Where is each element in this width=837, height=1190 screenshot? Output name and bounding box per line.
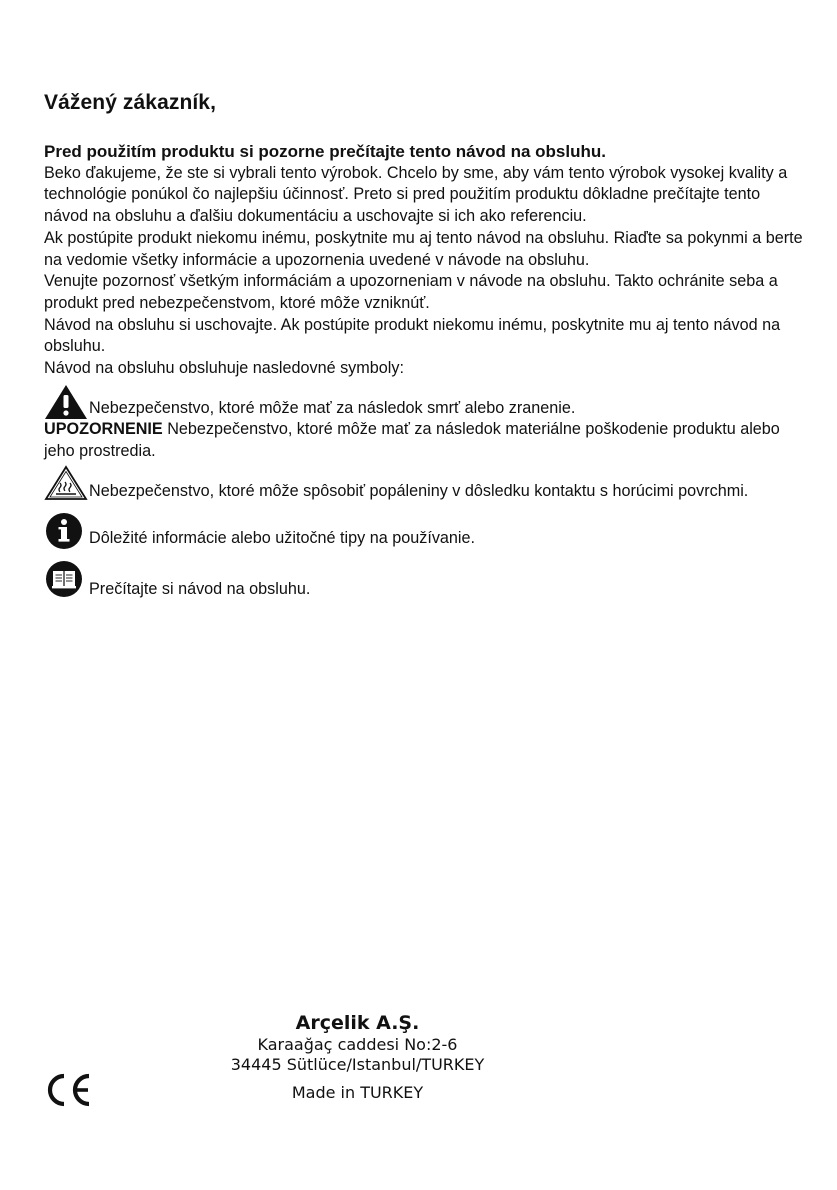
symbol-danger — [44, 398, 804, 420]
manufacturer-address — [170, 1012, 545, 1103]
ce-mark-icon — [42, 1072, 94, 1108]
paragraph-attention: Venujte pozornosť všetkým informáciám a upozorneniam v návode na obsluhu. Takto ochránite seba a produkt pred nebezpečenstvom, ktoré môže vzniknúť. — [44, 272, 778, 312]
paragraph-handover: Ak postúpite produkt niekomu inému, poskytnite mu aj tento návod na obsluhu. Riaďte sa pokynmi a berte na vedomie všetky informácie a upozornenia uvedené v návode na obsluhu. — [44, 228, 803, 269]
paragraph-thanks: Beko ďakujeme, že ste si vybrali tento výrobok. Chcelo by sme, aby vám tento výrobok vysokej kvality a technológie ponúkol čo najlepšiu účinnosť. Preto si pred použitím produktu dôkladne prečítajte tento návod na obsluhu a ďalšiu dokumentáciu a uschovajte si ich ako referenciu. — [44, 163, 788, 226]
hot-surface-icon — [44, 465, 88, 501]
symbol-manual-text: Prečítajte si návod na obsluhu. — [89, 580, 311, 599]
manual-book-icon — [44, 559, 84, 599]
intro-text: Pred použitím produktu si pozorne prečítajte tento návod na obsluhu. — [44, 142, 606, 161]
info-icon — [44, 511, 84, 551]
symbol-caution-text: Nebezpečenstvo, ktoré môže mať za následok materiálne poškodenie produktu alebo jeho prostredia. — [44, 420, 780, 461]
symbol-danger-text: Nebezpečenstvo, ktoré môže mať za následok smrť alebo zranenie. — [89, 398, 576, 417]
page-title: Vážený zákazník, — [44, 91, 217, 114]
symbol-manual — [44, 579, 804, 601]
symbol-hot-surface-text: Nebezpečenstvo, ktoré môže spôsobiť popáleniny v dôsledku kontaktu s horúcimi povrchmi. — [89, 481, 749, 500]
made-in: Made in TURKEY — [291, 1083, 424, 1102]
warning-triangle-icon — [44, 384, 88, 420]
symbol-hot-surface — [44, 481, 804, 503]
company-name: Arçelik A.Ş. — [295, 1012, 420, 1034]
symbol-caution — [44, 419, 804, 462]
symbol-info-text: Dôležité informácie alebo užitočné tipy na používanie. — [89, 528, 476, 547]
symbol-info — [44, 528, 804, 550]
caution-label: UPOZORNENIE — [44, 420, 163, 439]
address-city: 34445 Sütlüce/Istanbul/TURKEY — [230, 1055, 485, 1074]
paragraph-symbols-intro: Návod na obsluhu obsluhuje nasledovné symboly: — [44, 359, 404, 378]
address-street: Karaağaç caddesi No:2-6 — [257, 1035, 458, 1054]
paragraph-keep-manual: Návod na obsluhu si uschovajte. Ak postúpite produkt niekomu inému, poskytnite mu aj tento návod na obsluhu. — [44, 315, 781, 356]
main-content — [44, 141, 804, 601]
